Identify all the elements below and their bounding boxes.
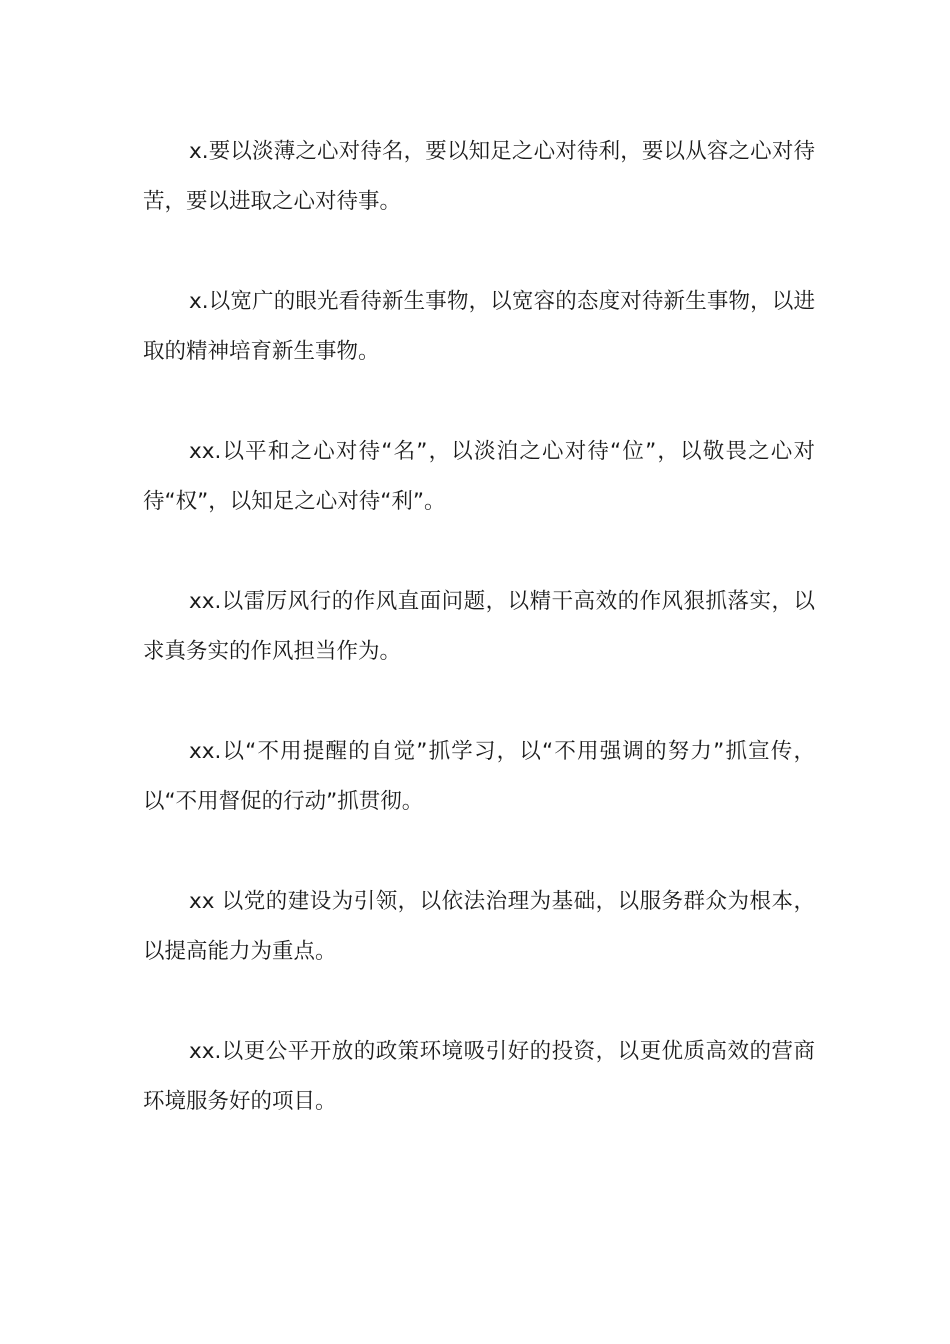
paragraph-1: x.要以淡薄之心对待名，要以知足之心对待利，要以从容之心对待苦，要以进取之心对待事。 bbox=[143, 139, 815, 214]
paragraph-4: xx.以雷厉风行的作风直面问题，以精干高效的作风狠抓落实，以求真务实的作风担当作为。 bbox=[143, 589, 815, 664]
paragraph-6: xx 以党的建设为引领，以依法治理为基础，以服务群众为根本，以提高能力为重点。 bbox=[143, 889, 815, 964]
paragraph-5: xx.以“不用提醒的自觉”抓学习，以“不用强调的努力”抓宣传，以“不用督促的行动”抓贯彻。 bbox=[143, 739, 815, 814]
document-body bbox=[143, 127, 815, 1177]
paragraph-2: x.以宽广的眼光看待新生事物，以宽容的态度对待新生事物，以进取的精神培育新生事物。 bbox=[143, 289, 815, 364]
paragraph-7: xx.以更公平开放的政策环境吸引好的投资，以更优质高效的营商环境服务好的项目。 bbox=[143, 1039, 815, 1114]
paragraph-3: xx.以平和之心对待“名”，以淡泊之心对待“位”，以敬畏之心对待“权”，以知足之心对待“利”。 bbox=[143, 439, 815, 514]
